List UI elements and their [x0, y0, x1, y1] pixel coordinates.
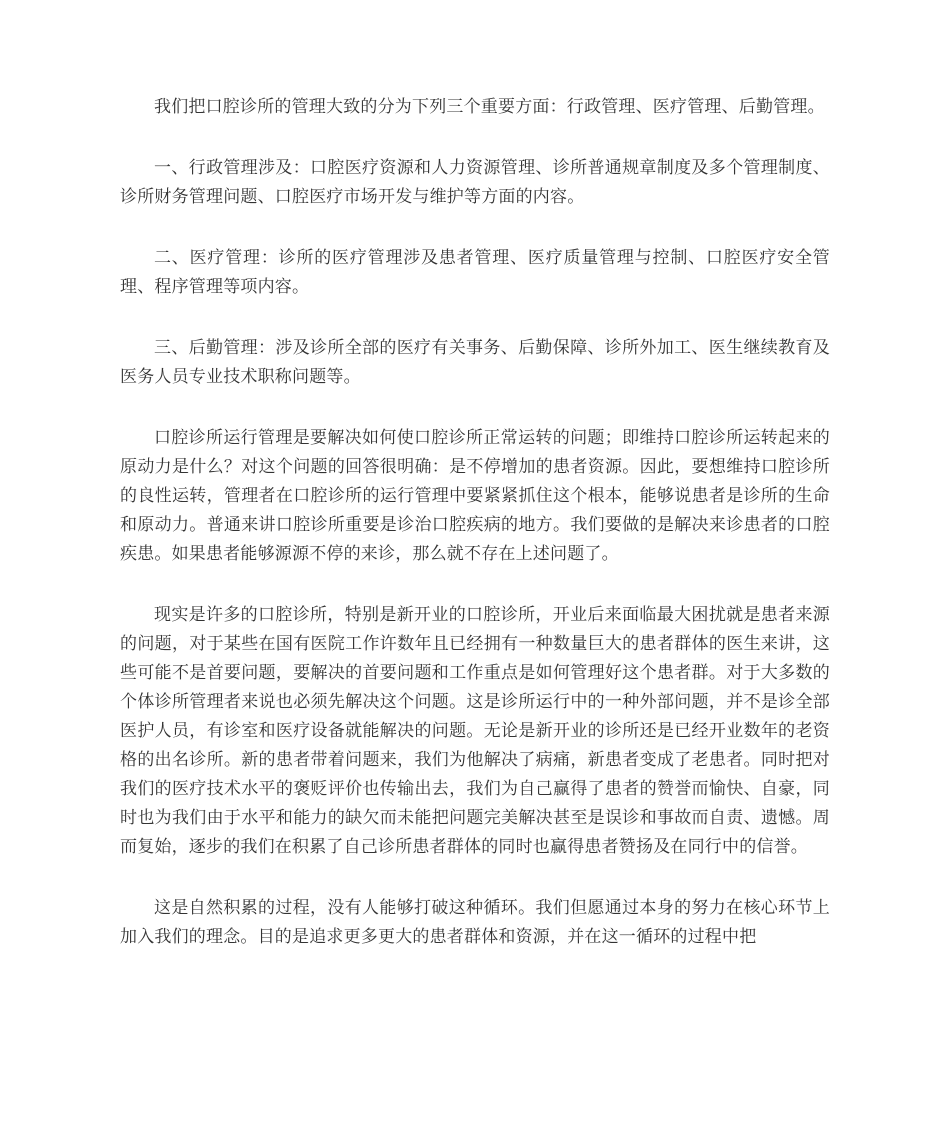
admin-management-paragraph: 一、行政管理涉及：口腔医疗资源和人力资源管理、诊所普通规章制度及多个管理制度、诊所财务管理问题、口腔医疗市场开发与维护等方面的内容。: [120, 158, 830, 207]
medical-management-paragraph: 二、医疗管理：诊所的医疗管理涉及患者管理、医疗质量管理与控制、口腔医疗安全管理、程序管理等项内容。: [120, 248, 830, 297]
operation-management-paragraph: 口腔诊所运行管理是要解决如何使口腔诊所正常运转的问题；即维持口腔诊所运转起来的原动力是什么？对这个问题的回答很明确：是不停增加的患者资源。因此，要想维持口腔诊所的良性运转，管理者在口腔诊所的运行管理中要紧紧抓住这个根本，能够说患者是诊所的生命和原动力。普通来讲口腔诊所重要是诊治口腔疾病的地方。我们要做的是解决来诊患者的口腔疾患。如果患者能够源源不停的来诊，那么就不存在上述问题了。: [120, 428, 830, 564]
logistics-management-paragraph: 三、后勤管理：涉及诊所全部的医疗有关事务、后勤保障、诊所外加工、医生继续教育及医务人员专业技术职称问题等。: [120, 338, 830, 387]
document-body: [120, 93, 830, 984]
patient-source-paragraph: 现实是许多的口腔诊所，特别是新开业的口腔诊所，开业后来面临最大困扰就是患者来源的问题，对于某些在国有医院工作许数年且已经拥有一种数量巨大的患者群体的医生来讲，这些可能不是首要问题，要解决的首要问题和工作重点是如何管理好这个患者群。对于大多数的个体诊所管理者来说也必须先解决这个问题。这是诊所运行中的一种外部问题，并不是诊全部医护人员，有诊室和医疗设备就能解决的问题。无论是新开业的诊所还是已经开业数年的老资格的出名诊所。新的患者带着问题来，我们为他解决了病痛，新患者变成了老患者。同时把对我们的医疗技术水平的褒贬评价也传输出去，我们为自己赢得了患者的赞誉而愉快、自豪，同时也为我们由于水平和能力的缺欠而未能把问题完美解决甚至是误诊和事故而自责、遗憾。周而复始，逐步的我们在积累了自己诊所患者群体的同时也赢得患者赞扬及在同行中的信誉。: [120, 605, 830, 857]
intro-paragraph: 我们把口腔诊所的管理大致的分为下列三个重要方面：行政管理、医疗管理、后勤管理。: [154, 97, 825, 117]
accumulation-paragraph: 这是自然积累的过程，没有人能够打破这种循环。我们但愿通过本身的努力在核心环节上加入我们的理念。目的是追求更多更大的患者群体和资源，并在这一循环的过程中把: [120, 898, 830, 947]
